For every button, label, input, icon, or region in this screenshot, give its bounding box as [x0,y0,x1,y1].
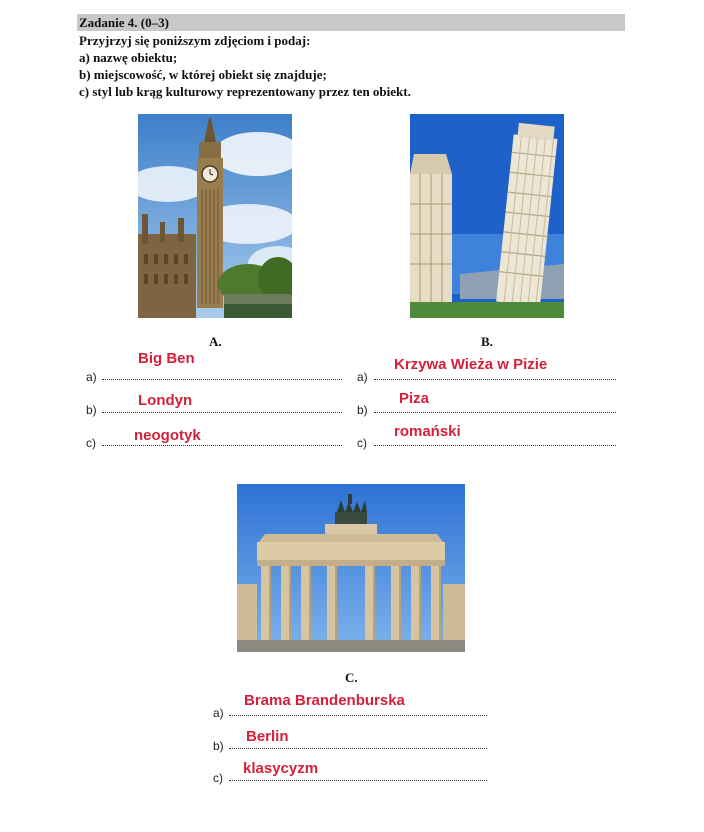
line-prefix-b: b) [357,403,368,417]
answer-b-style: romański [394,423,461,440]
line-prefix-a: a) [86,370,97,384]
answer-b-name: Krzywa Wieża w Pizie [394,356,548,373]
answer-line[interactable] [102,379,342,380]
item-label-b: B. [481,334,493,349]
leaning-tower-photo [410,114,564,318]
answer-c-style: klasycyzm [243,760,319,777]
answer-c-name: Brama Brandenburska [244,692,405,709]
line-prefix-c: c) [357,436,367,450]
item-label-c: C. [345,670,358,685]
big-ben-photo [138,114,292,318]
line-prefix-c: c) [213,771,223,785]
answer-line[interactable] [374,379,616,380]
answer-line[interactable] [374,445,616,446]
line-prefix-a: a) [357,370,368,384]
instruction-line: Przyjrzyj się poniższym zdjęciom i podaj: [79,33,311,48]
instruction-line: a) nazwę obiektu; [79,50,178,65]
answer-a-name: Big Ben [138,350,195,367]
brandenburg-gate-photo [237,484,465,652]
answer-line[interactable] [229,715,487,716]
answer-line[interactable] [102,412,342,413]
answer-a-place: Londyn [138,392,193,409]
answer-b-place: Piza [399,390,430,407]
answer-line[interactable] [102,445,342,446]
instruction-line: b) miejscowość, w której obiekt się znajduje; [79,67,327,82]
line-prefix-b: b) [213,739,224,753]
instruction-line: c) styl lub krąg kulturowy reprezentowany przez ten obiekt. [79,84,411,99]
answer-a-style: neogotyk [134,427,201,444]
answer-c-place: Berlin [246,728,289,745]
item-label-a: A. [209,334,222,349]
line-prefix-b: b) [86,403,97,417]
task-header: Zadanie 4. (0–3) [77,14,625,31]
answer-line[interactable] [229,748,487,749]
answer-line[interactable] [229,780,487,781]
answer-line[interactable] [374,412,616,413]
line-prefix-a: a) [213,706,224,720]
line-prefix-c: c) [86,436,96,450]
